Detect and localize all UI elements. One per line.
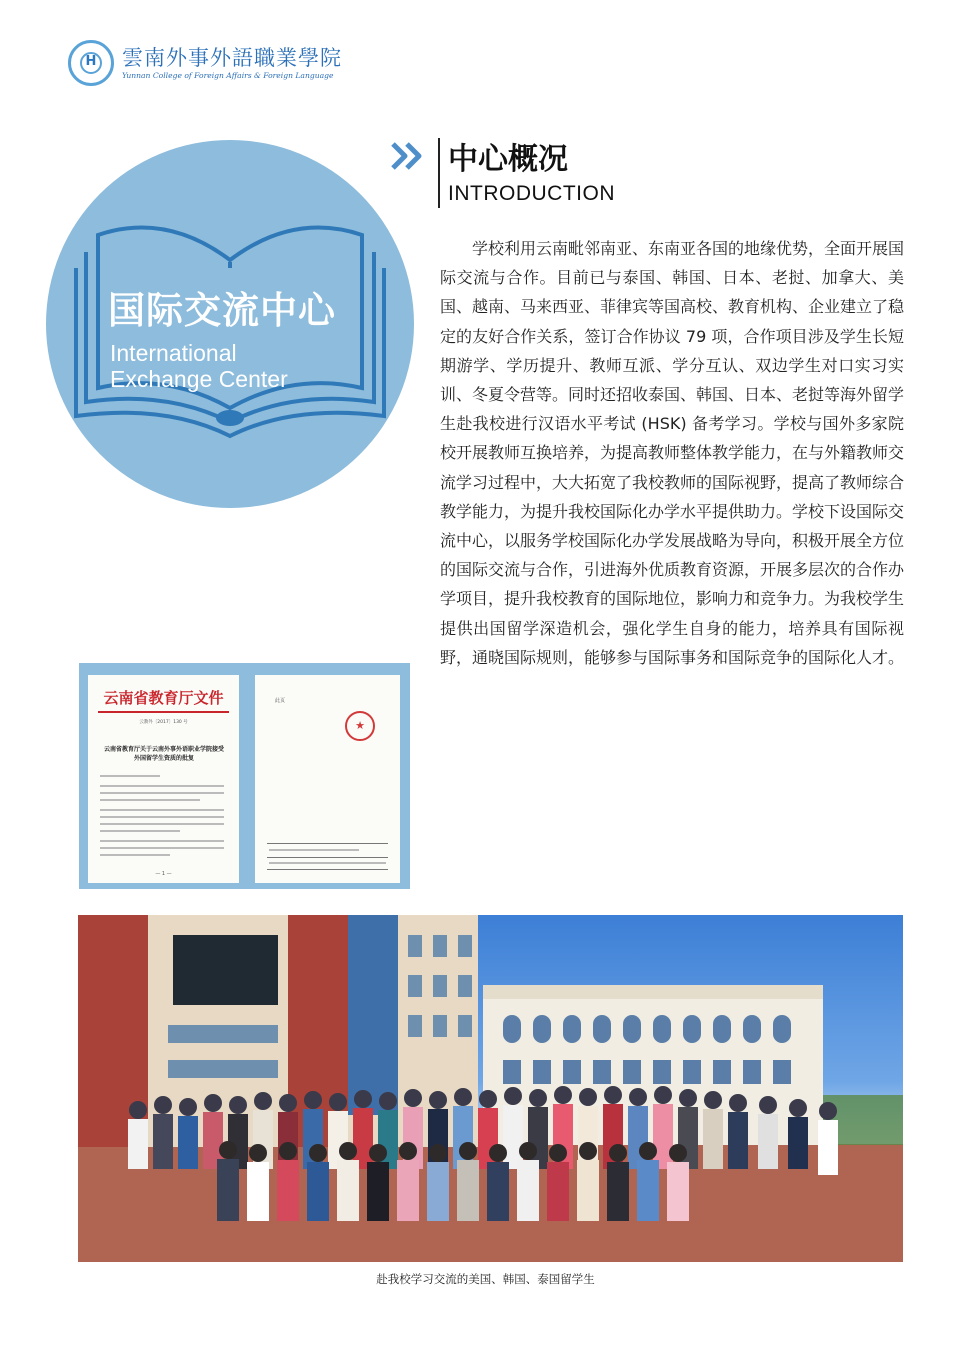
text-line [100,816,224,818]
document-red-rule [98,711,229,713]
document-number: 云教外〔2017〕130 号 [139,720,188,725]
document-page-1 [88,675,239,883]
badge-title-en-line2: Exchange Center [110,366,288,392]
text-line [269,862,386,864]
document-subject: 云南省教育厅关于云南外事外语职业学院接受外国留学生资质的批复 [103,746,224,762]
badge-title-en [110,340,288,392]
title-divider [438,138,440,208]
text-line [100,823,224,825]
text-line [100,854,170,856]
badge-title-cn: 国际交流中心 [108,289,336,332]
text-line [100,775,160,777]
text-line [100,840,224,842]
photo-caption: 赴我校学习交流的美国、韩国、泰国留学生 [376,1272,595,1286]
footer-rule [267,857,388,858]
college-logo [68,40,342,86]
college-seal-icon [68,40,114,86]
college-name-en: Yunnan College of Foreign Affairs & Foreign Language [122,71,334,80]
double-chevron-icon [390,140,426,172]
group-photo-illustration [78,915,903,1262]
text-line [100,830,180,832]
group-photo [78,915,903,1262]
document-page-number: — 1 — [155,871,172,877]
college-name-cn: 雲南外事外語職業學院 [122,46,342,70]
section-title-en: INTRODUCTION [448,182,615,205]
text-line [269,849,359,851]
text-line [100,792,224,794]
text-line [100,847,224,849]
document-heading: 云南省教育厅文件 [103,689,224,707]
official-seal-icon: ★ [345,711,375,741]
text-line [100,785,224,787]
text-line [100,799,200,801]
section-title-cn: 中心概况 [448,142,568,177]
introduction-paragraph: 学校利用云南毗邻南亚、东南亚各国的地缘优势，全面开展国际交流与合作。目前已与泰国、韩国、日本、老挝、加拿大、美国、越南、马来西亚、菲律宾等国高校、教育机构、企业建立了稳定的友好合作关系，签订合作协议 79 项，合作项目涉及学生长短期游学、学历提升、教师互派、学分互认、双边学生对口实习实训、冬夏令营等。同时还招收泰国、韩国、日本、老挝等海外留学生赴我校进行汉语水平考试 (HSK) 备考学习。学校与国外多家院校开展教师互换培养，为提高教师整体教学能力，在与外籍教师交流学习过程中，大大拓宽了我校教师的国际视野，提高了教师综合教学能力，为提升我校国际化办学水平提供助力。学校下设国际交流中心，以服务学校国际化办学发展战略为导向，积极开展全方位的国际交流与合作，引进海外优质教育资源，开展多层次的合作办学项目，提升我校教育的国际地位，影响力和竞争力。为我校学生提供出国留学深造机会，强化学生自身的能力，培养具有国际视野，通晓国际规则，能够参与国际事务和国际竞争的国际化人才。 [440,239,905,667]
footer-rule [267,843,388,844]
badge-title-en-line1: International [110,340,237,366]
footer-rule [267,869,388,870]
exchange-center-badge [46,140,414,508]
document-page-2 [255,675,400,883]
official-document-images [79,663,410,889]
document-page-label: 此页 [275,698,286,704]
seal-letter: H [85,54,97,69]
text-line [100,809,224,811]
